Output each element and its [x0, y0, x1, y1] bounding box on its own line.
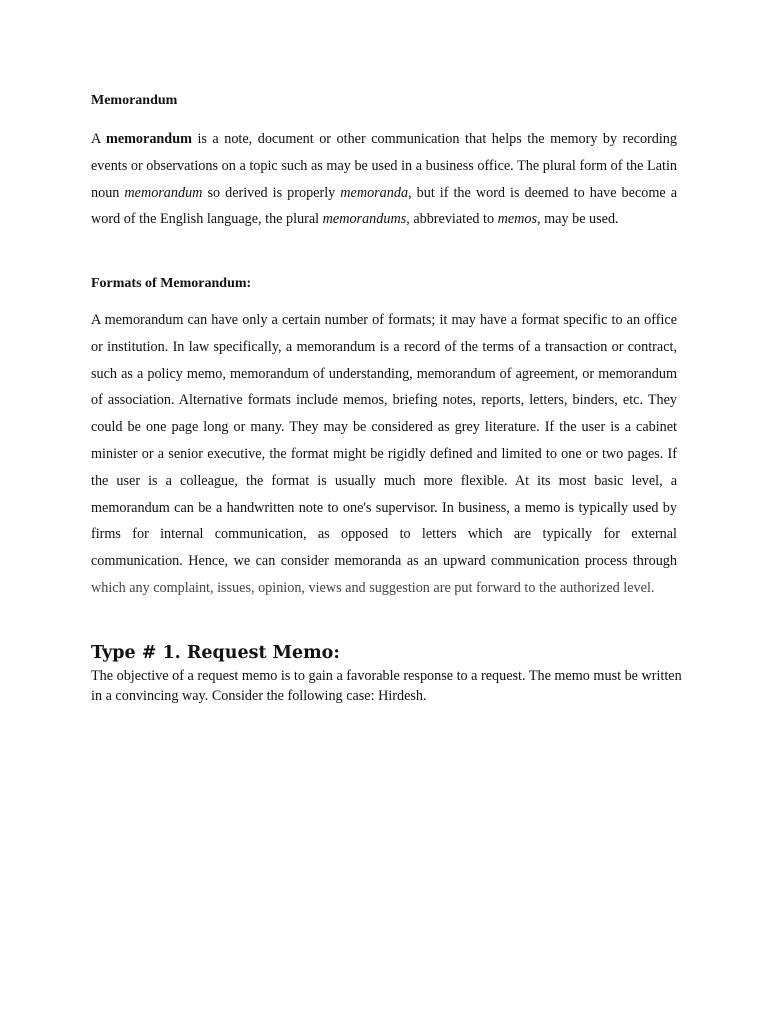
italic-term: memorandums	[322, 211, 407, 228]
section-heading-memorandum: Memorandum	[91, 93, 178, 108]
text-run: A memorandum can have only a certain number of formats; it may have a format specific to an office or institution. In law specifically, a memorandum is a record of the terms of a transaction or contract, such as a policy memo, memorandum of understanding, memorandum of agreement, or memorandum of association. Alternative formats include memos, briefing notes, reports, letters, binders, etc. They could be one page long or many. They may be considered as grey literature. If the user is a cabinet minister or a senior executive, the format might be rigidly defined and limited to one or two pages. If the user is a colleague, the format is usually much more flexible. At its most basic level, a memorandum can be a handwritten note to one's supervisor. In business, a memo is typically used by firms for internal communication, as opposed to letters which are typically for external communication. Hence, we can consider memoranda as an upward communication process through	[91, 312, 677, 570]
italic-term: memos	[497, 211, 538, 228]
text-run-gray: which any complaint, issues, opinion, views and suggestion are put forward to the authorized level.	[91, 579, 655, 596]
text-run: is a note, document or other communication that helps the memory by recording events or observations on a topic such as may be used in a business office. The plural form of the Latin noun	[91, 131, 677, 201]
text-run: A	[91, 131, 106, 147]
text-run: , may be used.	[537, 211, 619, 228]
italic-term: memorandum	[124, 184, 203, 201]
text-run: , but if the word is deemed to have become a word of the English language, the plural	[91, 184, 678, 228]
section-heading-formats: Formats of Memorandum:	[91, 276, 252, 291]
paragraph-formats	[91, 307, 677, 602]
bold-term: memorandum	[106, 131, 192, 147]
paragraph-definition	[91, 126, 677, 233]
italic-term: memoranda	[340, 184, 409, 201]
type-heading-request-memo: Type # 1. Request Memo:	[91, 643, 340, 663]
text-run: so derived is properly	[202, 184, 341, 201]
paragraph-request-memo: The objective of a request memo is to gain a favorable response to a request. The memo must be written in a convincing way. Consider the following case: Hirdesh.	[91, 668, 682, 704]
text-run: , abbreviated to	[406, 211, 498, 228]
